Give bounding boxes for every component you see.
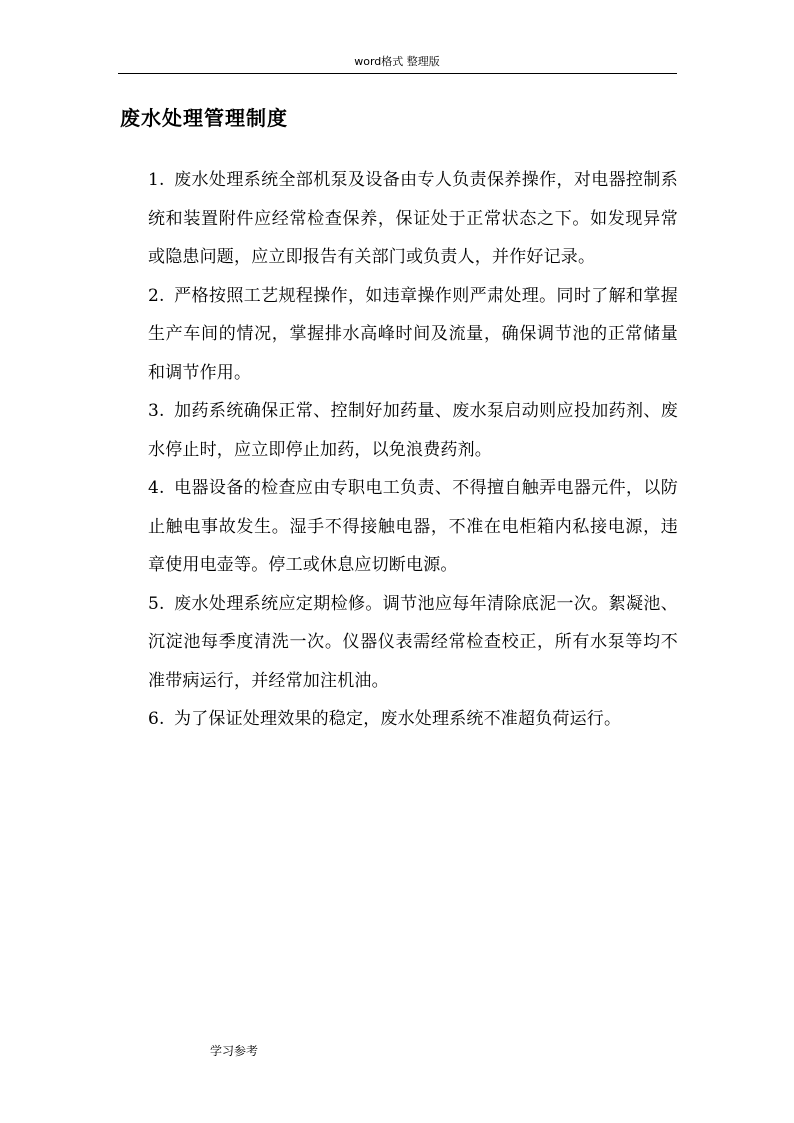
header-rule — [118, 73, 677, 74]
list-item-1 — [148, 161, 678, 277]
header-text: word格式 整理版 — [354, 55, 440, 68]
item-number: 3. — [148, 401, 165, 421]
item-number: 5. — [148, 593, 165, 614]
item-text: 废水处理系统全部机泵及设备由专人负责保养操作，对电器控制系统和装置附件应经常检查保养，保证处于正常状态之下。如发现异常或隐患问题，应立即报告有关部门或负责人，并作好记录。 — [148, 170, 678, 267]
item-number: 6. — [148, 709, 165, 729]
document-title: 废水处理管理制度 — [120, 106, 288, 130]
footer-text: 学习参考 — [210, 1044, 259, 1058]
list-item-4 — [148, 469, 678, 585]
item-number: 4. — [148, 478, 165, 498]
list-item-3 — [148, 392, 678, 469]
item-text: 废水处理系统应定期检修。调节池应每年清除底泥一次。絮凝池、沉淀池每季度清洗一次。仪器仪表需经常检查校正，所有水泵等均不准带病运行，并经常加注机油。 — [148, 593, 678, 691]
rules-list — [148, 161, 678, 739]
list-item-2 — [148, 277, 678, 393]
item-text: 严格按照工艺规程操作，如违章操作则严肃处理。同时了解和掌握生产车间的情况，掌握排水高峰时间及流量，确保调节池的正常储量和调节作用。 — [148, 285, 678, 383]
item-text: 加药系统确保正常、控制好加药量、废水泵启动则应投加药剂、废水停止时，应立即停止加药，以免浪费药剂。 — [148, 401, 678, 460]
list-item-6 — [148, 700, 678, 739]
item-number: 1. — [148, 170, 165, 190]
item-number: 2. — [148, 285, 165, 306]
item-text: 电器设备的检查应由专职电工负责、不得擅自触弄电器元件，以防止触电事故发生。湿手不得接触电器，不准在电柜箱内私接电源，违章使用电壶等。停工或休息应切断电源。 — [148, 478, 678, 575]
list-item-5 — [148, 585, 678, 701]
item-text: 为了保证处理效果的稳定，废水处理系统不准超负荷运行。 — [174, 709, 622, 729]
